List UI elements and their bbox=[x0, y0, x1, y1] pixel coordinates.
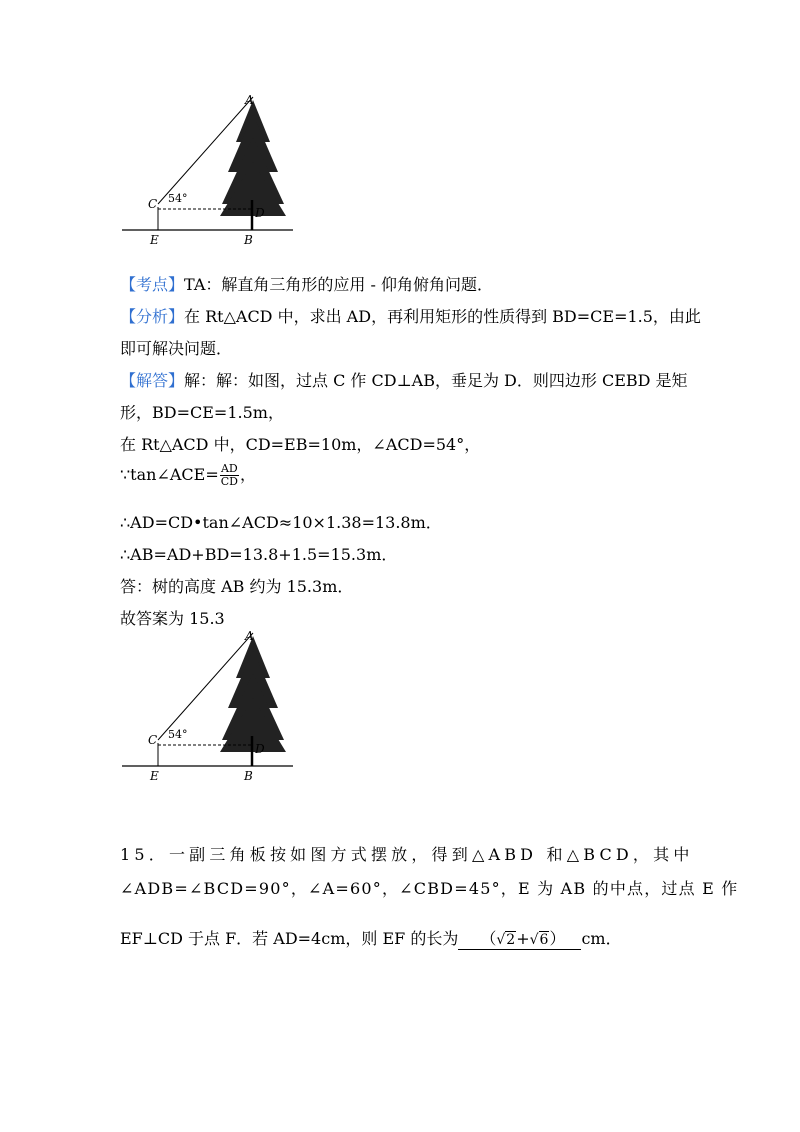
jieda-line-4 bbox=[120, 462, 256, 488]
jieda-line-1 bbox=[120, 368, 688, 391]
label-c: C bbox=[148, 197, 158, 211]
jieda-text-1: 解：解：如图，过点 C 作 CD⊥AB，垂足为 D．则四边形 CEBD 是矩 bbox=[184, 371, 688, 390]
angle-label: 54° bbox=[168, 192, 188, 205]
fenxi-text-1: 在 Rt△ACD 中，求出 AD，再利用矩形的性质得到 BD=CE=1.5，由此 bbox=[184, 307, 701, 326]
label-d: D bbox=[255, 742, 265, 756]
sqrt-2: √2 bbox=[496, 932, 516, 948]
label-a: A bbox=[245, 93, 254, 107]
label-e: E bbox=[150, 233, 159, 247]
jieda-line-8: 故答案为 15.3 bbox=[120, 609, 225, 628]
q15-unit: cm． bbox=[581, 929, 622, 948]
q15-line-3 bbox=[120, 926, 622, 950]
q15-prefix: EF⊥CD 于点 F．若 AD=4cm，则 EF 的长为 bbox=[120, 929, 459, 948]
tree-diagram-top bbox=[118, 92, 298, 252]
fraction-ad-cd bbox=[220, 463, 239, 488]
label-a: A bbox=[245, 629, 254, 643]
label-b: B bbox=[244, 769, 253, 783]
label-d: D bbox=[255, 206, 265, 220]
frac-numerator: AD bbox=[220, 462, 238, 475]
tree-figure-bottom bbox=[118, 628, 298, 788]
fenxi-line-2: 即可解决问题． bbox=[120, 339, 233, 358]
jieda-line-3: 在 Rt△ACD 中，CD=EB=10m，∠ACD=54°， bbox=[120, 435, 481, 454]
q15-line-2: ∠ADB=∠BCD=90°，∠A=60°，∠CBD=45°，E 为 AB 的中点，过点 E 作 bbox=[120, 879, 739, 898]
sqrt-6: √6 bbox=[529, 932, 549, 948]
sqrt-6-radicand: 6 bbox=[539, 932, 549, 948]
kaodian-tag: 【考点】 bbox=[120, 275, 185, 294]
kaodian-line bbox=[120, 272, 493, 295]
fenxi-line-1 bbox=[120, 304, 701, 327]
jieda-tag: 【解答】 bbox=[120, 371, 185, 390]
answer-blank bbox=[458, 926, 581, 950]
label-e: E bbox=[150, 769, 159, 783]
fenxi-tag: 【分析】 bbox=[120, 307, 185, 326]
jieda-line-2: 形，BD=CE=1.5m， bbox=[120, 403, 284, 422]
answer-close: ） bbox=[549, 929, 566, 948]
tree-diagram-bottom bbox=[118, 628, 298, 788]
angle-label: 54° bbox=[168, 728, 188, 741]
sqrt-2-radicand: 2 bbox=[506, 932, 516, 948]
jieda-line-5: ∴AD=CD•tan∠ACD≈10×1.38=13.8m． bbox=[120, 513, 442, 532]
jieda-line-6: ∴AB=AD+BD=13.8+1.5=15.3m． bbox=[120, 545, 398, 564]
tan-prefix: ∵tan∠ACE= bbox=[120, 465, 219, 484]
jieda-line-7: 答：树的高度 AB 约为 15.3m． bbox=[120, 577, 354, 596]
answer-open: （ bbox=[480, 929, 497, 948]
label-c: C bbox=[148, 733, 158, 747]
frac-denominator: CD bbox=[220, 475, 238, 488]
kaodian-text: TA：解直角三角形的应用 - 仰角俯角问题． bbox=[184, 275, 493, 294]
tan-suffix: ， bbox=[240, 465, 257, 484]
answer-plus: + bbox=[516, 929, 530, 948]
q15-line-1: 15．一副三角板按如图方式摆放，得到△ABD 和△BCD，其中 bbox=[120, 845, 694, 864]
tree-figure-top bbox=[118, 92, 298, 252]
label-b: B bbox=[244, 233, 253, 247]
